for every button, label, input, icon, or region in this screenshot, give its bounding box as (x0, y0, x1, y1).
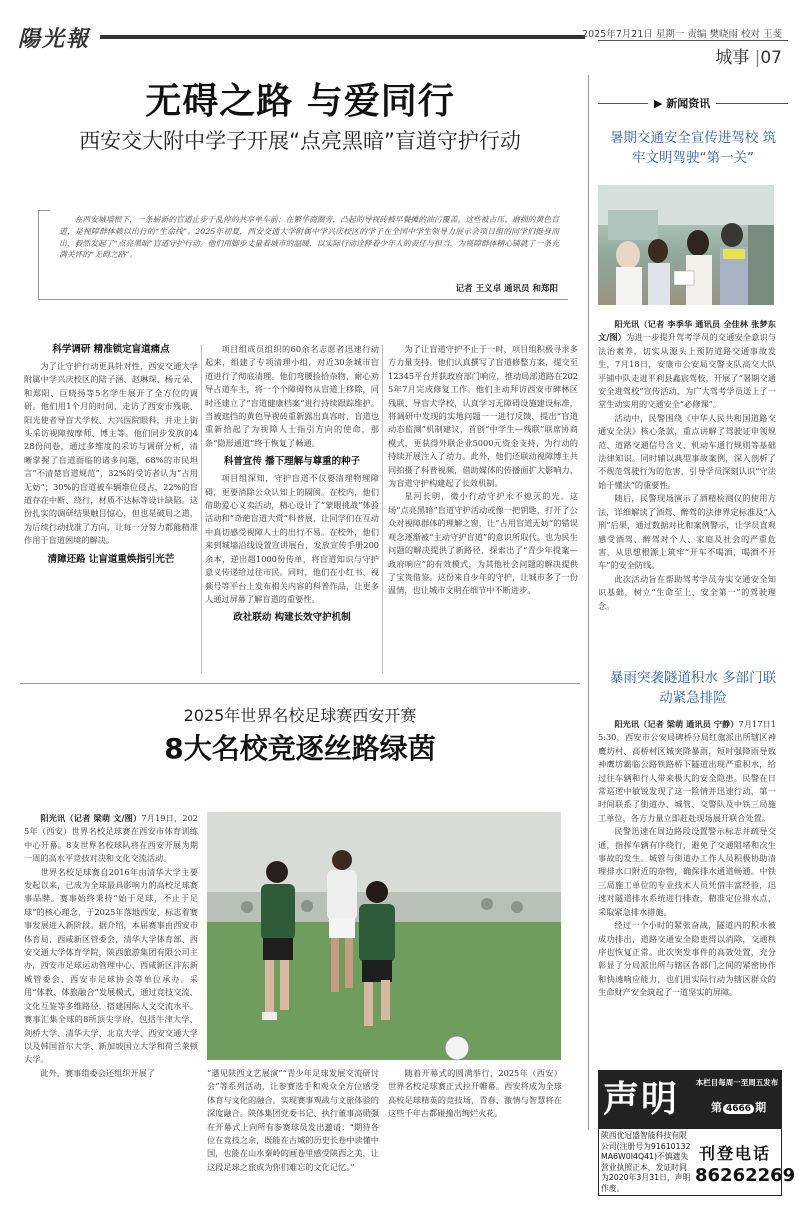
notice-issue-prefix: 第 (711, 1101, 722, 1114)
football-byline: 阳光讯（记者 梁萌 文/图） (40, 813, 142, 823)
notice-phone-number: 86262269 (695, 1165, 796, 1186)
news-header-label (648, 95, 716, 111)
news-paragraph: 经过一个小时的紧张奋战，隧道内的积水被成功排出，道路交通安全隐患得以消除，交通秩序也恢复正常。此次突发事件的高效处置，充分彰显了分局派出所与辖区各部门之间的紧密协作和快速响应能力，也们用实际行动为辖区群众的生命财产安全筑起了一道坚实的屏障。 (598, 920, 776, 998)
lead-byline: 记者 王义卓 通讯员 和郑阳 (455, 284, 558, 294)
masthead-info: 2025年7月21日 星期一 责编 樊晓雨 校对 王斐 (582, 29, 782, 40)
lead-column-3 (388, 343, 578, 673)
lead-paragraph: 项目组成员组织的60余名志愿者迅速行动起来，组建了专项清理小组，对近30条城市盲道进行了彻底清理。他们弯腰捡拾杂物，耐心劝导占道车主，将一个个障碍物从盲道上移除，同时还建立了“盲道健康档案”进行持续跟踪维护。当被遮挡的黄色导视砖重新露出真容时，盲道也重新拾起了为视障人士指引方向的使命，那条“隐形通道”终于恢复了畅通。 (205, 344, 379, 448)
newspaper-logo: 陽光報 (18, 26, 91, 52)
section-name: 城事 (715, 48, 750, 68)
lead-intro-box (38, 210, 568, 300)
football-column-1 (24, 812, 198, 1192)
lead-section-heading: 科学调研 精准锁定盲道痛点 (52, 344, 170, 355)
lead-subtitle: 西安交大附中学子开展“点亮黑暗”盲道守护行动 (79, 129, 521, 153)
masthead-underline (598, 40, 788, 41)
lead-column-2 (205, 343, 379, 673)
football-paragraph: 随着开幕式的圆满举行，2025年（西安）世界名校足球赛正式拉开帷幕。西安将成为全球高校足球精英的竞技场，青春、激情与智慧将在这些千年古都碰撞出绚烂火花。 (388, 1068, 562, 1119)
lead-paragraph: 为了让盲道守护不止于一时，项目组积极寻求多方力量支持。他们认真撰写了盲道修整方案，提交至12345平台并获政府部门响应，推动局部道路在2025年7月完成修复工作。他们主动拜访西安市碑林区残联、导盲犬学校，认真学习无障碍设施建设标准，将调研中发现的实地问题一一进行反馈，提出“盲道动态监测”机制建议，首创“中学生—残联”联席协商模式，更获得外联企业5000元资金支持，为行动的持续开展注入了动力。此外，他们还联动视障博主共同拍摄了科普视频，借助媒体的传播面扩大影响力，为盲道守护构建起了长效机制。 (388, 344, 578, 489)
notice-body: 陕西优冠盛智能科技有限公司(注册号为91610132MA6W0I4Q41)不慎遗失营业执照正本，发证时间为2020年3月31日，声明作废。 (601, 1131, 691, 1193)
news-article-2-body (598, 718, 776, 1000)
lead-title: 无碍之路 与爱同行 (145, 81, 455, 122)
traffic-safety-photo (598, 185, 774, 305)
news-article-1-body (598, 318, 776, 613)
news-paragraph: 此次活动旨在帮助驾考学员夯实交通安全知识基础，树立“生命至上、安全第一”的驾驶理念。 (598, 573, 776, 611)
news-header (598, 95, 788, 111)
news-article-1-title: 暑期交通安全宣传进驾校 筑牢文明驾驶“第一关” (609, 130, 777, 166)
football-match-photo (207, 812, 561, 1060)
section-label: 城事 |07 (715, 48, 782, 68)
news-paragraph: 民警迅速在周边路段设置警示标志并疏导交通，指挥车辆有序绕行，避免了交通阻堵和次生事故的发生。城管与街道办工作人员积极协助清理排水口附近的杂物，确保排水通道畅通。中铁三局施工单位的专业技术人员凭借丰富经验，迅速对隧道排水系统进行排查，精准定位排水点，采取紧急排水措施。 (598, 826, 776, 917)
football-paragraph: “遇见陕西文艺展演”“青少年足球发展交流研讨会”等系列活动，让参赛选手和观众全方位感受体育与文化的融合。实现赛事观战与文旅体验的深度融合。陕体集团党委书记、执行董事高勋强在开幕式上向所有参赛球员发出邀请：“期待各位在竞技之余，既能在古城的历史长卷中读懂中国，也能在山水秦岭的画卷里感受陕西之美，让这段足球之旅成为你们难忘的文化记忆。” (207, 1068, 379, 1172)
lead-paragraph: 项目组深知，守护盲道不仅要清理物理障碍，更要消除公众认知上的隔阂。在校内，他们借助爱心义卖活动，精心设计了“蒙眼挑战”体验活动和“奇葩盲道大赏”科普展，让同学们在互动中真切感受视障人士的出行不易。在校外，他们来到城墙沿线设置宣讲展台，发放宣传手册200余本，逆出超1000份传单，将盲道知识与守护意义传递给过往市民。同时，他们在小红书、视频号等平台上发布相关内容的科普作品，让更多人通过屏幕了解盲道的重要性。 (205, 473, 379, 604)
notice-title: 声明 (603, 1079, 680, 1120)
news-paragraph: 活动中，民警围绕《中华人民共和国道路交通安全法》核心条款，重点讲解了驾驶证申领规范、道路交通信号含义、机动车通行规则等基础法律知识。同时辅以典型事故案例，深入剖析了不规范驾驶行为的危害，引导学员深刻认识“守法始于懂法”的重要性。 (598, 412, 776, 490)
football-paragraph: 此外，赛事组委会还组织开展了 (40, 1067, 156, 1078)
football-illustration (207, 812, 561, 1060)
section-divider (20, 683, 580, 684)
lead-intro-text: 在西安城墙根下，一条崭新的盲道止步于乱停的共享单车前；在繁华商圈旁，凸起的导视砖被早餐摊的油污覆盖。这些被占压、磨损的黄色盲道，是视障群体赖以出行的“生命线”。2025年初夏，西安交通大学附属中学兴庆校区的学子在全国中学生领导力展示会项目组的同学们挺身而出，毅然发起了“点亮黑暗”盲道守护行动。他们用脚步丈量着城市的温暖，以实际行动诠释着少年人的责任与担当，为视障群体精心铺就了一条充满关怀的“无碍之路”。 (59, 215, 559, 260)
football-paragraph: 7月19日，2025年（西安）世界名校足球赛在西安市体育训练中心开幕。8支世界名校球队将在西安开展为期一周的高水平竞技对决和文化交流活动。 (24, 813, 198, 864)
news-article-2-title: 暴雨突袭隧道积水 多部门联动紧急排险 (609, 670, 777, 706)
news-paragraph: 随后，民警现场演示了酒精检测仪的使用方法，详细解读了酒驾、醉驾的法律界定标准及“入刑”后果，通过数据对比和案例警示，让学员直观感受酒驾、醉驾对个人、家庭及社会的严重危害，从思想根源上筑牢“开车不喝酒，喝酒不开车”的安全防线。 (598, 493, 776, 571)
intro-corner-top (38, 210, 50, 211)
lead-section-heading: 政社联动 构建长效守护机制 (233, 612, 351, 624)
football-paragraph: 世界名校足球赛自2016年由清华大学主要发起以来，已成为全球最具影响力的高校足球赛事品牌。赛事始终秉持“始于足球，不止于足球”的核心理念，于2025年落地西安，标志着赛事发展进入新阶段。据介绍，本届赛事由西安市体育局，西咸新区管委会，清华大学体育部、西安交通大学体育学院，陕西旅游集团有限公司主办，西安市足球运动管理中心、西咸新区沣东新城管委会、西安市足球协会等单位承办。采用“体教、体旅融合”发展模式，通过竞技交流、文化互鉴等多维路径，搭建国际人文交流水平。赛事汇集全球的8所顶尖学府，包括牛津大学、剑桥大学、清华大学、北京大学、西安交通大学以及韩国首尔大学、新加坡国立大学和荷兰莱顿大学。 (24, 866, 198, 1065)
news-paragraph: 7月17日15:30，西安市公安局碑桥分局红旗派出所辖区神鹰坊村、高桥村区城突降暴雨，短时强降雨导致神鹰坊霸临公路铁路桥下隧道出现严重积水，给过往车辆和行人带来极大的安全隐患。民警在日常巡逻中敏锐发现了这一险情并迅速行动，第一时间联系了街道办、城管、交警队及中铁三局施工单位，各方力量立即赶赴现场展开联合处置。 (598, 719, 776, 823)
lead-paragraph: 星河长明，微小行动守护永不熄灭的光。这场“点亮黑暗”盲道守护活动或像一把钥匙，打开了公众对视障群体的理解之窗，让“占用盲道无妨”的错误观念逐渐被“主动守护盲道”的意识所取代。也为民生问题的解决提供了新路径，探索出了“青少年提案—政府响应”的有效模式，为其他社会问题的解决提供了宝贵借鉴。这份来自少年的守护，让城市多了一份温情，也让城市文明在细节中不断进步。 (388, 491, 578, 596)
football-title: 8大名校竞逐丝路绿茵 (164, 732, 436, 765)
notice-issue-number: 4666 (723, 1104, 754, 1114)
masthead (10, 10, 790, 70)
football-column-2 (207, 1067, 379, 1192)
sidebar-divider (588, 75, 589, 1130)
notice-phone-label: 刊登电话 (699, 1144, 772, 1163)
column-divider (382, 345, 383, 673)
notice-slogan: 本栏目每周一至周五发布 (695, 1078, 779, 1087)
football-pretitle: 2025年世界名校足球赛西安开赛 (183, 706, 417, 725)
notice-box (598, 1070, 796, 1196)
lead-column-1 (24, 343, 198, 673)
page-number: 07 (760, 48, 782, 68)
news-article-2-byline: 阳光讯（记者 梁萌 通讯员 宁静） (614, 719, 739, 729)
news-header-text: 新闻资讯 (666, 97, 711, 110)
football-column-3 (388, 1067, 562, 1192)
photo-illustration (598, 185, 774, 305)
news-article-1-byline: 阳光讯（记者 李季华 通讯员 全佳林 张梦东 文/图） (598, 319, 776, 343)
masthead-rule (100, 35, 585, 39)
notice-issue-suffix: 期 (755, 1101, 767, 1114)
lead-paragraph: 为了让守护行动更具针对性，西安交通大学附属中学兴庆校区的陆子涵、赵琳琛、杨元朵、和郑阳、巨晓扬等5名学生展开了全方位的调研。他们用1个月的时间，走访了西安市残联、阳光使者导盲犬学校、大兴医院眼科，并走上街头采访视障按摩师、博主等。他们同步发放的428份问卷，通过多维度的采访与调研分析，清晰掌握了盲道面临的诸多问题，68%的市民坦言“不清楚盲道规范”，32%的受访者认为“占用无妨”；30%的盲道被车辆堆位侵占，22%的盲道存在中断、绕行，材质不达标等设计缺陷。这份扎实的调研结果触目惊心，但也是破局之道，为后续行动找准了方向，让每一分努力都能精准作用于盲道困境的解决。 (24, 361, 198, 546)
news-paragraph: 为进一步提升驾考学员的交通安全意识与法治素养，切实从源头上预防道路交通事故发生，7月18日，安康市公安局交警支队高交大队平铺中队走进平利县鑫宸驾校，开展了“暑期交通安全进驾校”宣传活动，为广大驾考学员送上了一堂生动实用的交通安全“必修课”。 (598, 332, 776, 410)
triangle-icon: ▶ (654, 97, 667, 110)
notice-issue (711, 1099, 766, 1115)
lead-section-heading: 科普宣传 播下理解与尊重的种子 (223, 456, 361, 468)
column-divider (201, 345, 202, 673)
lead-section-heading: 清障还路 让盲道重焕指引光芒 (47, 553, 175, 565)
